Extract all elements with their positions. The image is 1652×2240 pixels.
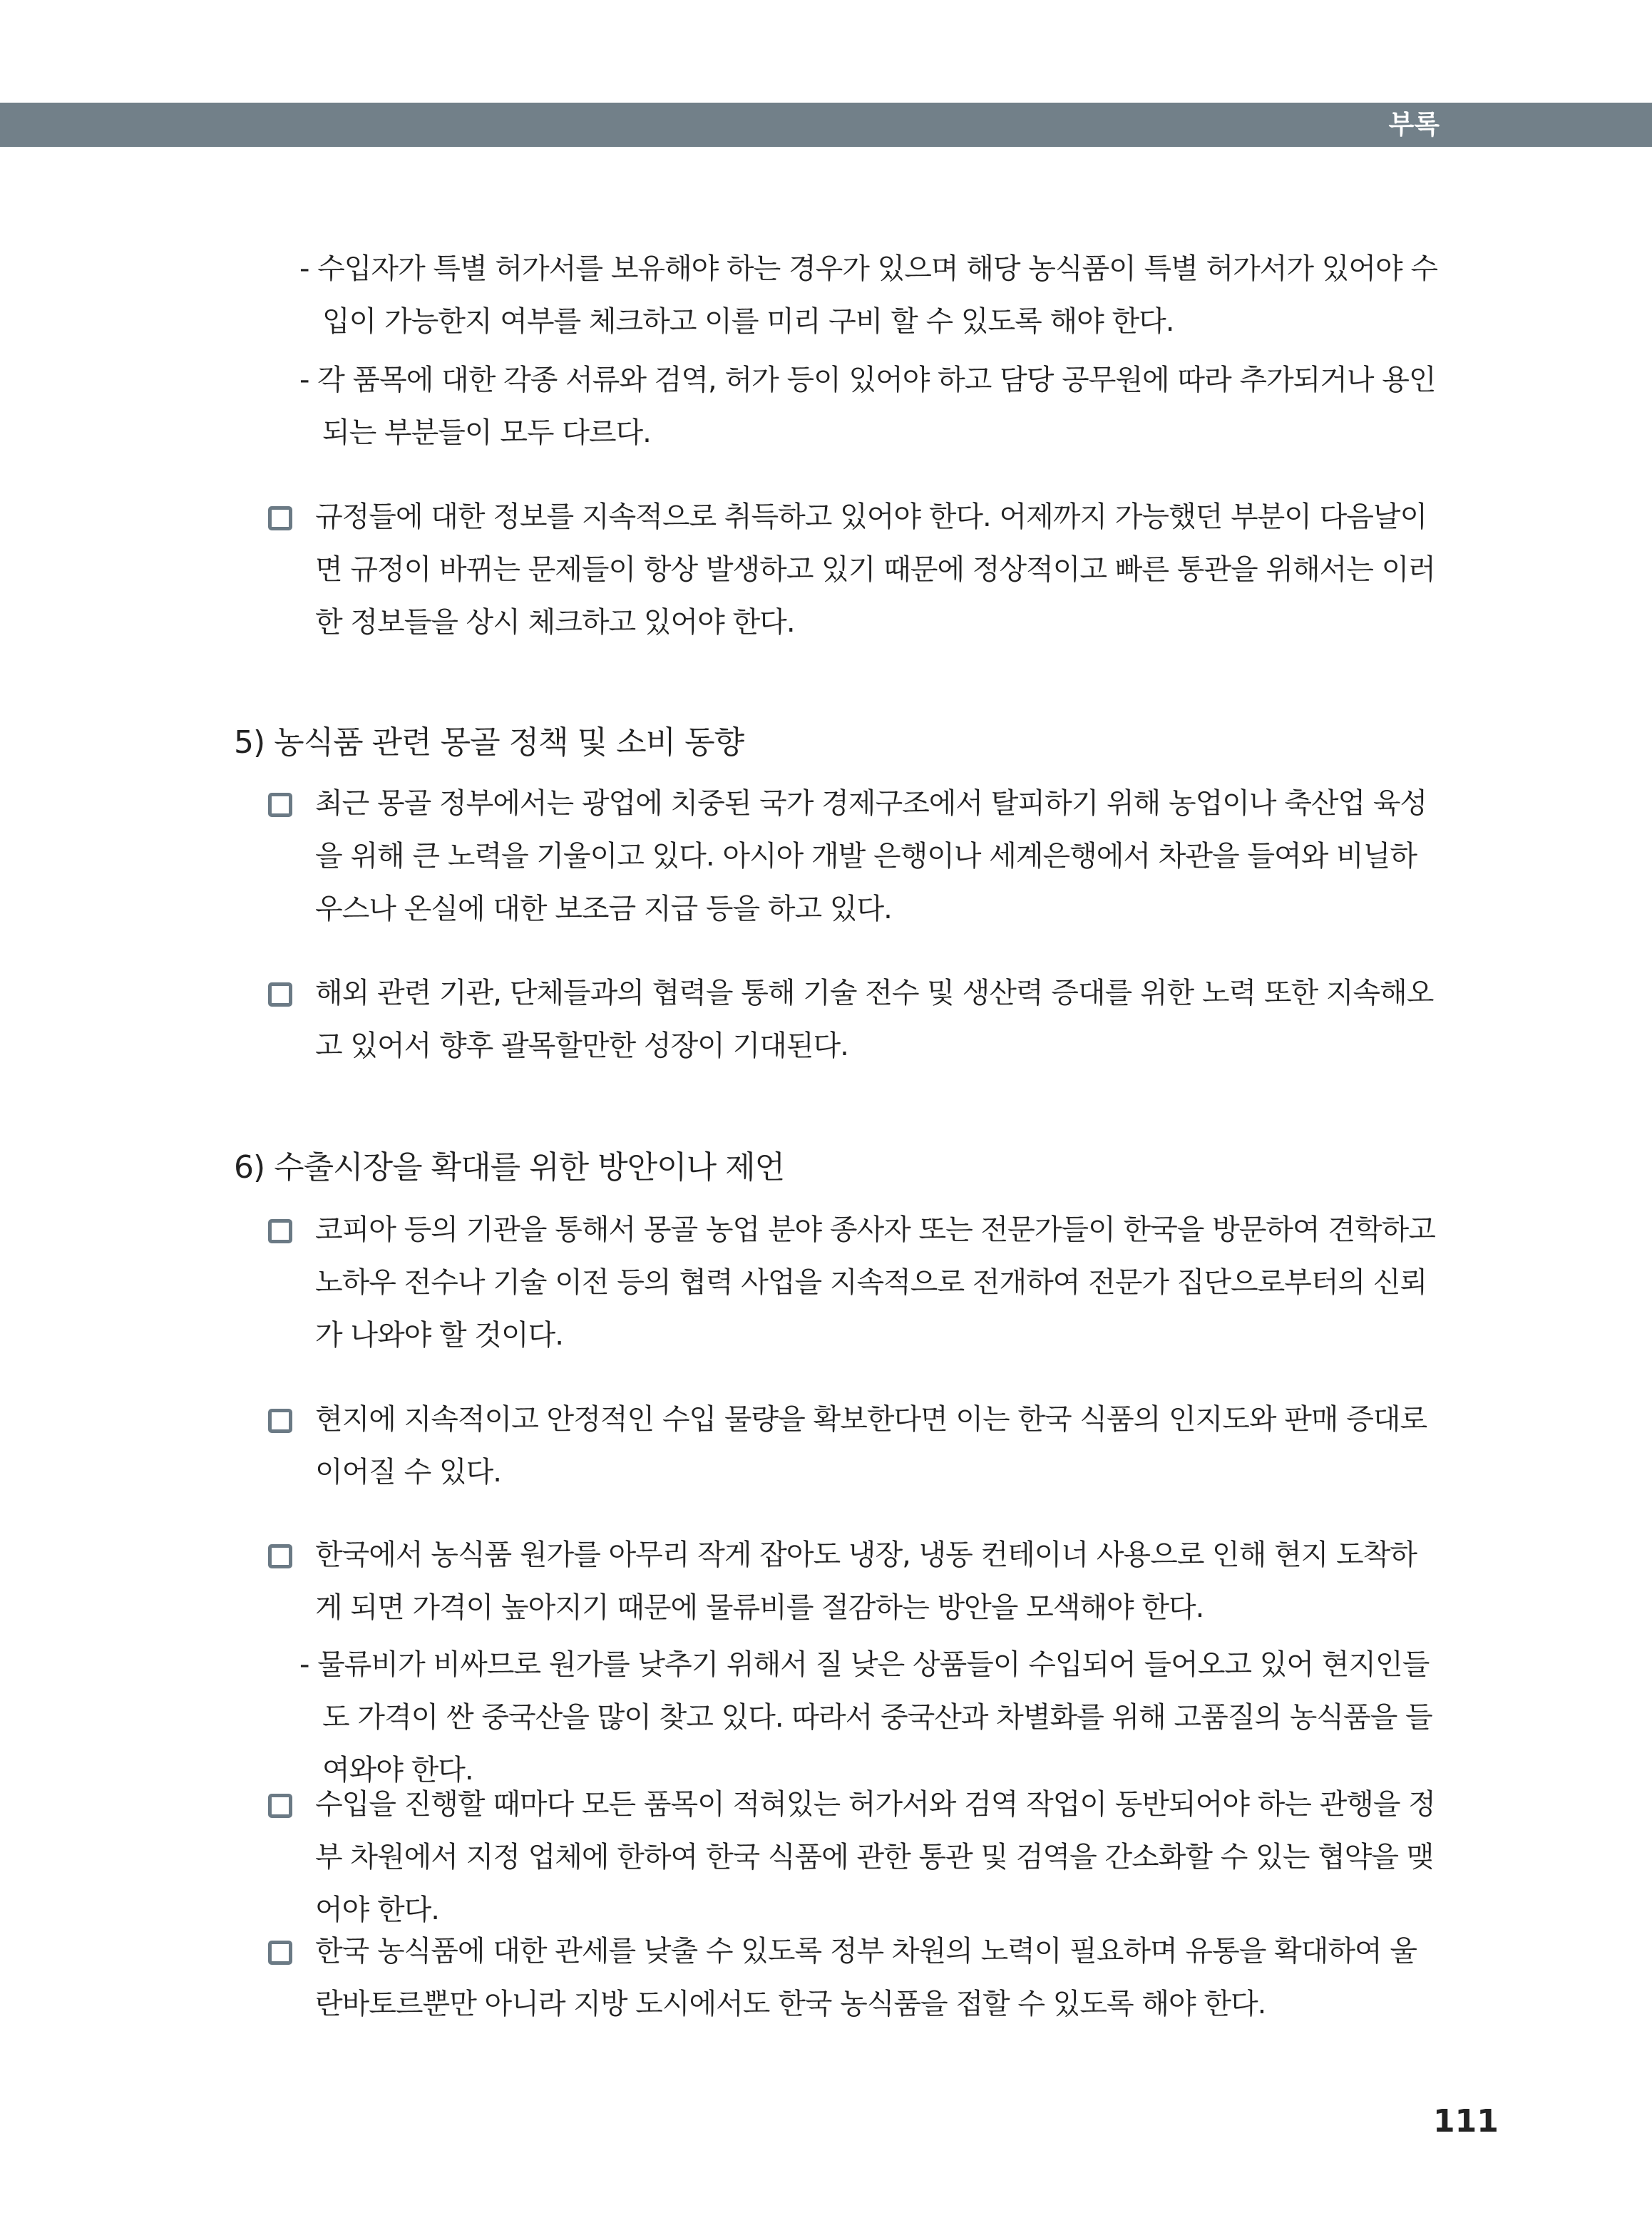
checkbox-icon <box>268 1544 292 1568</box>
checkbox-icon <box>268 506 292 530</box>
checkbox-item <box>268 1203 1442 1362</box>
item-text: 해외 관련 기관, 단체들과의 협력을 통해 기술 전수 및 생산력 증대를 위한 노력 또한 지속해오고 있어서 향후 괄목할만한 성장이 기대된다. <box>315 977 1434 1062</box>
checkbox-item <box>268 1393 1442 1499</box>
checkbox-icon <box>268 982 292 1007</box>
item-text: 최근 몽골 정부에서는 광업에 치중된 국가 경제구조에서 탈피하기 위해 농업이나 축산업 육성을 위해 큰 노력을 기울이고 있다. 아시아 개발 은행이나 세계은행에서 차관을 들여와 비닐하우스나 온실에 대한 보조금 지급 등을 하고 있다. <box>315 787 1427 925</box>
checkbox-icon <box>268 793 292 817</box>
checkbox-item <box>268 777 1442 935</box>
checkbox-icon <box>268 1794 292 1818</box>
dash-bullet <box>299 1638 1440 1797</box>
dash-bullet <box>299 354 1440 459</box>
page-number: 111 <box>1433 2103 1499 2139</box>
section-heading: 5) 농식품 관련 몽골 정책 및 소비 동향 <box>234 724 744 761</box>
checkbox-icon <box>268 1409 292 1433</box>
item-text: 규정들에 대한 정보를 지속적으로 취득하고 있어야 한다. 어제까지 가능했던 부분이 다음날이면 규정이 바뀌는 문제들이 항상 발생하고 있기 때문에 정상적이고 빠른 통관을 위해서는 이러한 정보들을 상시 체크하고 있어야 한다. <box>315 500 1435 639</box>
checkbox-item <box>268 1529 1442 1634</box>
bullet-text: - 수입자가 특별 허가서를 보유해야 하는 경우가 있으며 해당 농식품이 특별 허가서가 있어야 수입이 가능한지 여부를 체크하고 이를 미리 구비 할 수 있도록 해야 한다. <box>299 252 1438 338</box>
item-text: 한국 농식품에 대한 관세를 낮출 수 있도록 정부 차원의 노력이 필요하며 유통을 확대하여 울란바토르뿐만 아니라 지방 도시에서도 한국 농식품을 접할 수 있도록 해야 한다. <box>315 1935 1417 2020</box>
checkbox-item <box>268 1925 1442 2030</box>
checkbox-icon <box>268 1941 292 1965</box>
header-bar <box>0 103 1652 147</box>
checkbox-item <box>268 490 1442 649</box>
item-text: 현지에 지속적이고 안정적인 수입 물량을 확보한다면 이는 한국 식품의 인지도와 판매 증대로 이어질 수 있다. <box>315 1403 1427 1489</box>
checkbox-item <box>268 967 1442 1072</box>
item-text: 코피아 등의 기관을 통해서 몽골 농업 분야 종사자 또는 전문가들이 한국을 방문하여 견학하고 노하우 전수나 기술 이전 등의 협력 사업을 지속적으로 전개하여 전문가 집단으로부터의 신뢰가 나와야 할 것이다. <box>315 1213 1435 1352</box>
item-text: 한국에서 농식품 원가를 아무리 작게 잡아도 냉장, 냉동 컨테이너 사용으로 인해 현지 도착하게 되면 가격이 높아지기 때문에 물류비를 절감하는 방안을 모색해야 한다. <box>315 1538 1417 1624</box>
checkbox-item <box>268 1778 1442 1936</box>
bullet-text: - 물류비가 비싸므로 원가를 낮추기 위해서 질 낮은 상품들이 수입되어 들어오고 있어 현지인들도 가격이 싼 중국산을 많이 찾고 있다. 따라서 중국산과 차별화를 위해 고품질의 농식품을 들여와야 한다. <box>299 1648 1432 1787</box>
bullet-text: - 각 품목에 대한 각종 서류와 검역, 허가 등이 있어야 하고 담당 공무원에 따라 추가되거나 용인되는 부분들이 모두 다르다. <box>299 364 1436 449</box>
section-heading: 6) 수출시장을 확대를 위한 방안이나 제언 <box>234 1149 785 1186</box>
checkbox-icon <box>268 1219 292 1243</box>
item-text: 수입을 진행할 때마다 모든 품목이 적혀있는 허가서와 검역 작업이 동반되어야 하는 관행을 정부 차원에서 지정 업체에 한하여 한국 식품에 관한 통관 및 검역을 간소화할 수 있는 협약을 맺어야 한다. <box>315 1788 1435 1926</box>
dash-bullet <box>299 242 1440 348</box>
section-label: 부록 <box>1388 109 1440 140</box>
